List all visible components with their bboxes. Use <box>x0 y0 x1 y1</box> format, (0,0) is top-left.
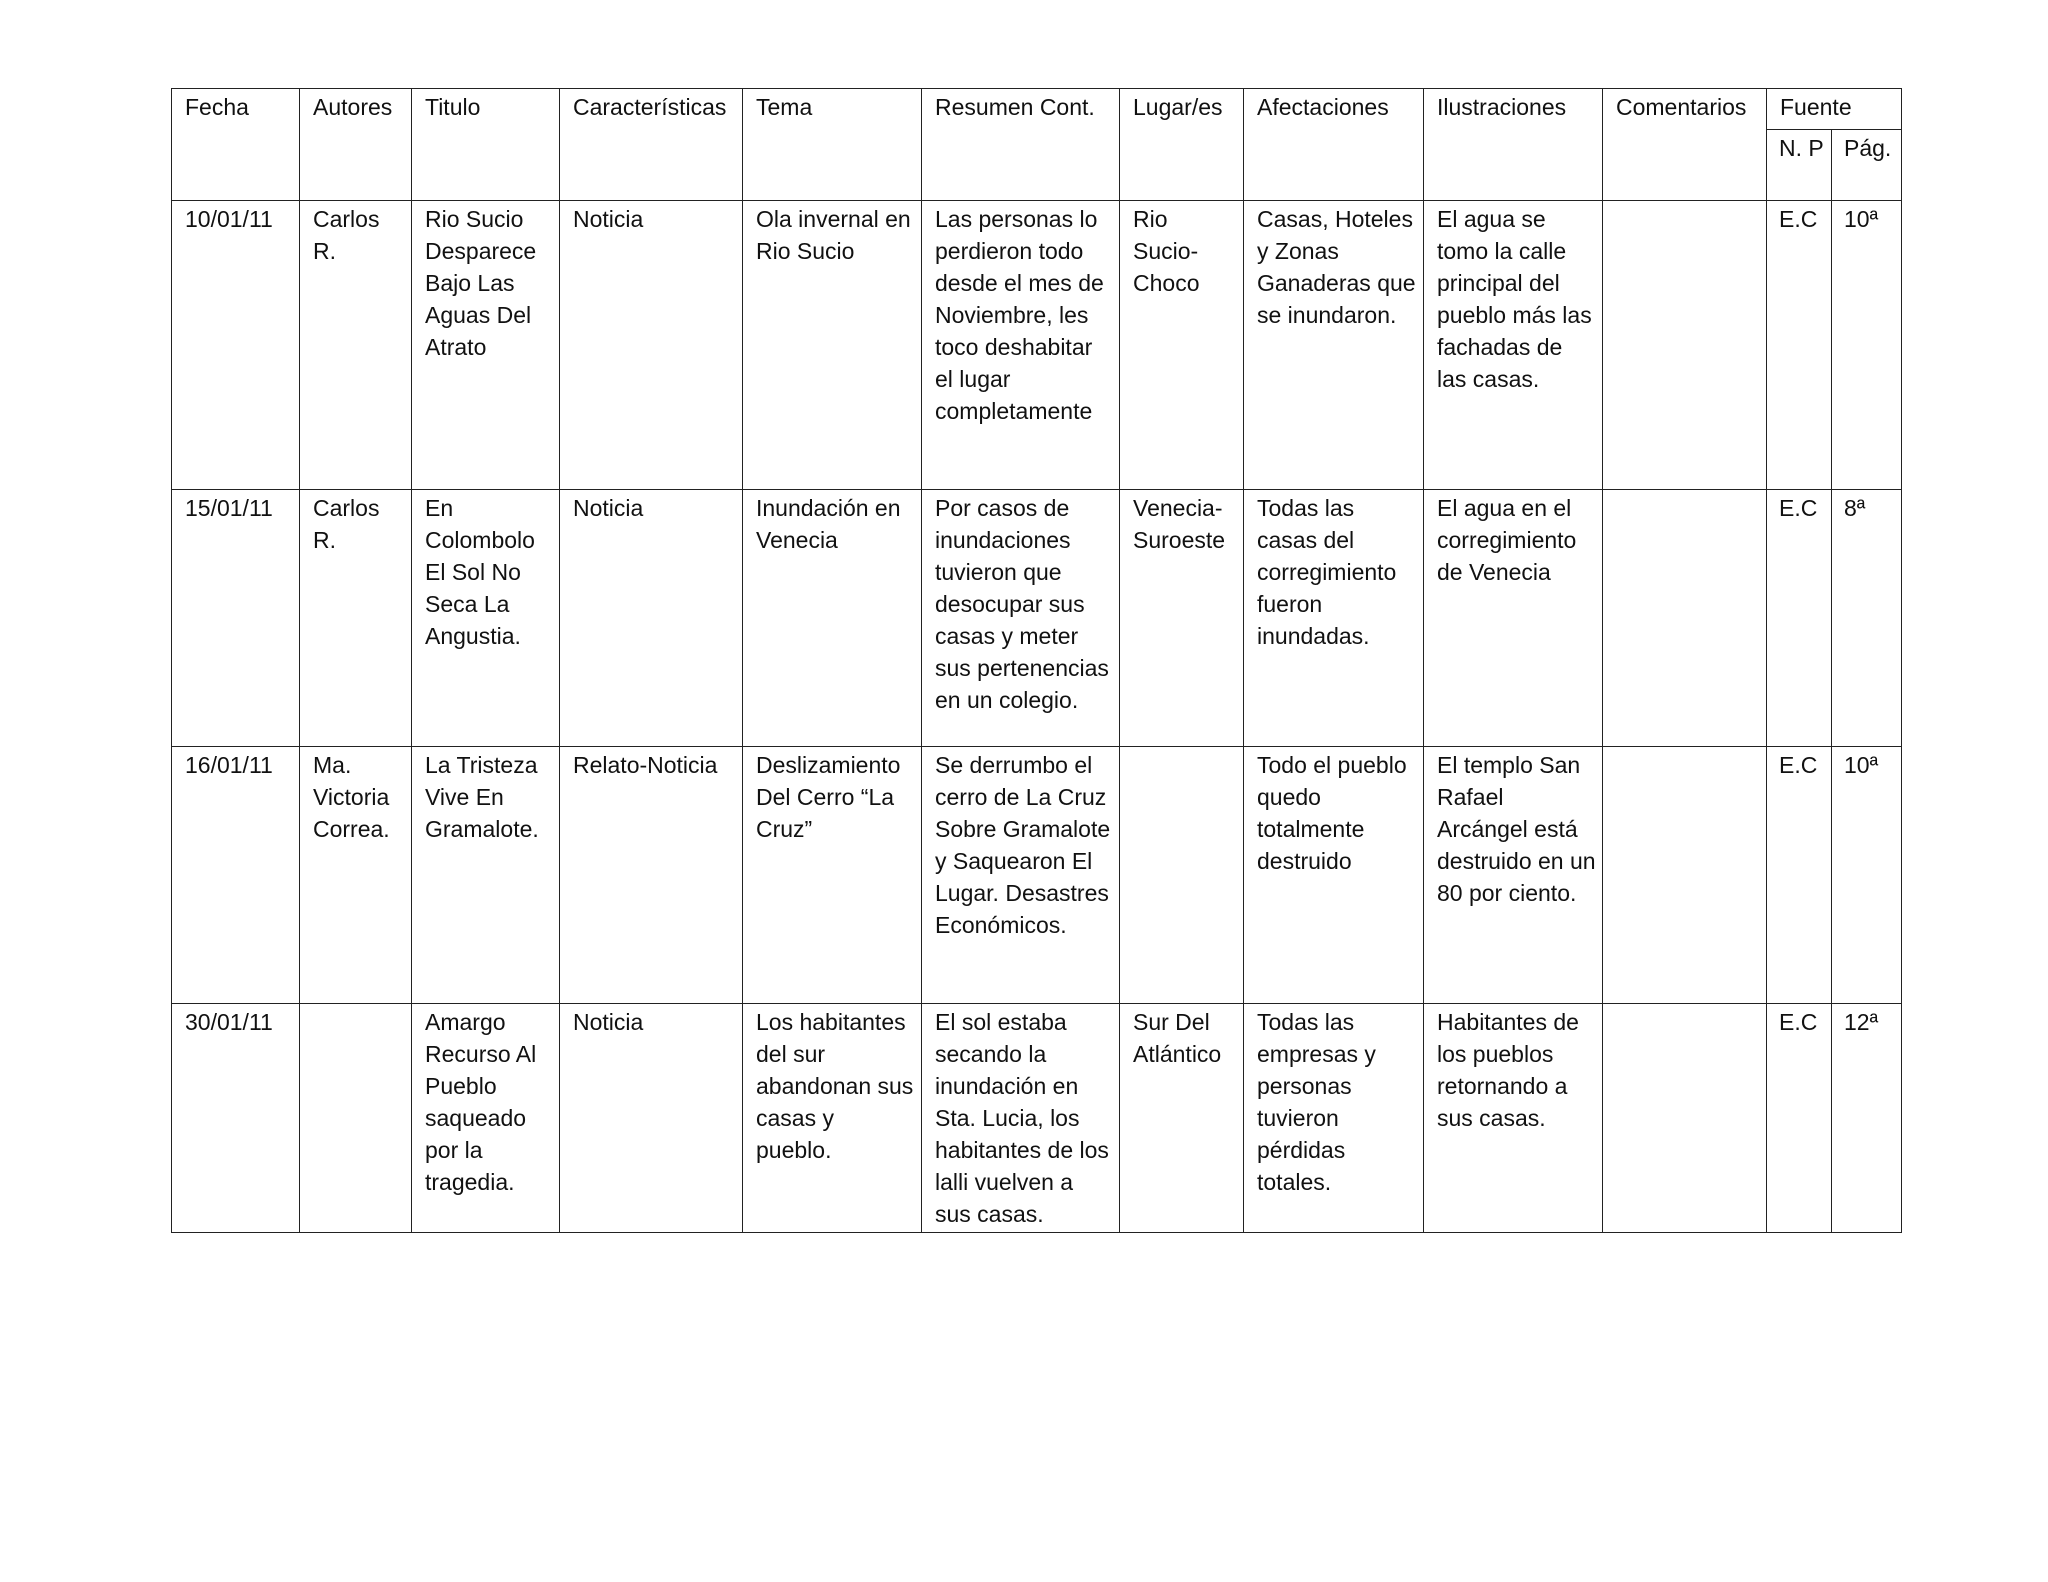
cell-np: E.C <box>1767 490 1832 747</box>
cell-fecha: 15/01/11 <box>172 490 300 747</box>
cell-resumen: Se derrumbo el cerro de La Cruz Sobre Gramalote y Saquearon El Lugar. Desastres Económicos. <box>922 747 1120 1004</box>
header-lugares: Lugar/es <box>1120 89 1244 201</box>
cell-comentarios <box>1603 747 1767 1004</box>
header-pag: Pág. <box>1832 130 1902 201</box>
header-resumen: Resumen Cont. <box>922 89 1120 201</box>
header-titulo: Titulo <box>412 89 560 201</box>
cell-autores: Carlos R. <box>300 490 412 747</box>
cell-titulo: Amargo Recurso Al Pueblo saqueado por la tragedia. <box>412 1004 560 1233</box>
cell-np: E.C <box>1767 747 1832 1004</box>
cell-autores: Ma. Victoria Correa. <box>300 747 412 1004</box>
cell-afectaciones: Todo el pueblo quedo totalmente destruido <box>1244 747 1424 1004</box>
cell-lugares: Venecia-Suroeste <box>1120 490 1244 747</box>
cell-lugares: Rio Sucio-Choco <box>1120 201 1244 490</box>
cell-resumen: Por casos de inundaciones tuvieron que desocupar sus casas y meter sus pertenencias en un colegio. <box>922 490 1120 747</box>
cell-caracteristicas: Relato-Noticia <box>560 747 743 1004</box>
cell-pag: 8ª <box>1832 490 1902 747</box>
cell-fecha: 30/01/11 <box>172 1004 300 1233</box>
cell-tema: Deslizamiento Del Cerro “La Cruz” <box>743 747 922 1004</box>
table-row <box>172 747 1902 1004</box>
cell-ilustraciones: El templo San Rafael Arcángel está destruido en un 80 por ciento. <box>1424 747 1603 1004</box>
cell-pag: 10ª <box>1832 747 1902 1004</box>
cell-comentarios <box>1603 1004 1767 1233</box>
header-tema: Tema <box>743 89 922 201</box>
cell-tema: Inundación en Venecia <box>743 490 922 747</box>
cell-pag: 10ª <box>1832 201 1902 490</box>
header-caracteristicas: Características <box>560 89 743 201</box>
cell-np: E.C <box>1767 1004 1832 1233</box>
cell-resumen: El sol estaba secando la inundación en Sta. Lucia, los habitantes de los lalli vuelven a sus casas. <box>922 1004 1120 1233</box>
cell-lugares: Sur Del Atlántico <box>1120 1004 1244 1233</box>
cell-afectaciones: Todas las empresas y personas tuvieron pérdidas totales. <box>1244 1004 1424 1233</box>
cell-titulo: Rio Sucio Desparece Bajo Las Aguas Del Atrato <box>412 201 560 490</box>
cell-comentarios <box>1603 490 1767 747</box>
header-fecha: Fecha <box>172 89 300 201</box>
cell-ilustraciones: Habitantes de los pueblos retornando a sus casas. <box>1424 1004 1603 1233</box>
cell-afectaciones: Casas, Hoteles y Zonas Ganaderas que se inundaron. <box>1244 201 1424 490</box>
cell-ilustraciones: El agua se tomo la calle principal del pueblo más las fachadas de las casas. <box>1424 201 1603 490</box>
header-row <box>172 89 1902 130</box>
cell-tema: Los habitantes del sur abandonan sus casas y pueblo. <box>743 1004 922 1233</box>
cell-lugares <box>1120 747 1244 1004</box>
table-row <box>172 490 1902 747</box>
cell-fecha: 10/01/11 <box>172 201 300 490</box>
cell-caracteristicas: Noticia <box>560 1004 743 1233</box>
cell-titulo: La Tristeza Vive En Gramalote. <box>412 747 560 1004</box>
header-comentarios: Comentarios <box>1603 89 1767 201</box>
header-autores: Autores <box>300 89 412 201</box>
cell-ilustraciones: El agua en el corregimiento de Venecia <box>1424 490 1603 747</box>
cell-titulo: En Colombolo El Sol No Seca La Angustia. <box>412 490 560 747</box>
table-row <box>172 1004 1902 1233</box>
header-fuente: Fuente <box>1767 89 1902 130</box>
cell-fecha: 16/01/11 <box>172 747 300 1004</box>
table-row <box>172 201 1902 490</box>
cell-afectaciones: Todas las casas del corregimiento fueron inundadas. <box>1244 490 1424 747</box>
cell-comentarios <box>1603 201 1767 490</box>
header-ilustraciones: Ilustraciones <box>1424 89 1603 201</box>
cell-resumen: Las personas lo perdieron todo desde el mes de Noviembre, les toco deshabitar el lugar completamente <box>922 201 1120 490</box>
cell-autores: Carlos R. <box>300 201 412 490</box>
cell-caracteristicas: Noticia <box>560 201 743 490</box>
news-table <box>171 88 1902 1233</box>
header-np: N. P <box>1767 130 1832 201</box>
cell-np: E.C <box>1767 201 1832 490</box>
cell-pag: 12ª <box>1832 1004 1902 1233</box>
header-afectaciones: Afectaciones <box>1244 89 1424 201</box>
cell-tema: Ola invernal en Rio Sucio <box>743 201 922 490</box>
cell-autores <box>300 1004 412 1233</box>
cell-caracteristicas: Noticia <box>560 490 743 747</box>
